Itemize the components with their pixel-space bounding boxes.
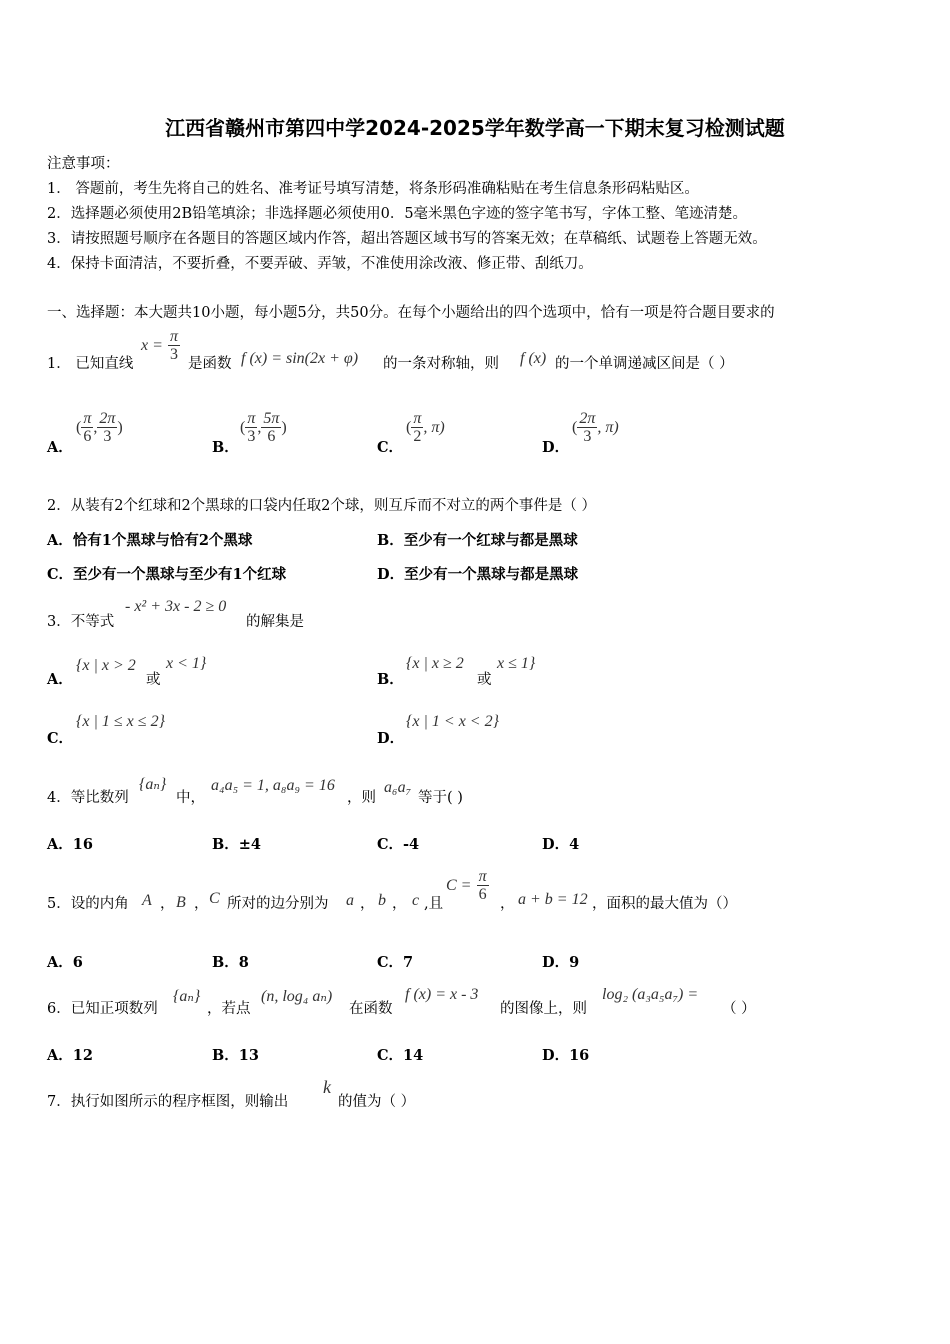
q4-text-2: 中， xyxy=(176,790,205,806)
q6-text-5: （ ） xyxy=(722,1001,756,1017)
question-3-stem: 3．不等式 xyxy=(47,614,115,630)
comma: ， xyxy=(194,896,209,912)
q4-option-b[interactable]: B．±4 xyxy=(212,836,261,853)
q3-text-2: 的解集是 xyxy=(246,614,304,630)
q6-point: (n, log₄ aₙ) xyxy=(261,988,333,1005)
option-label: A． xyxy=(47,439,73,456)
page-title: 江西省赣州市第四中学2024-2025学年数学高一下期末复习检测试题 xyxy=(165,116,785,140)
q5-text-2: 所对的边分别为 xyxy=(227,896,329,912)
q6-sequence: {aₙ} xyxy=(173,988,201,1005)
q6-option-b[interactable]: B．13 xyxy=(212,1047,259,1064)
q4-text-4: 等于( ) xyxy=(418,790,463,806)
q1-line-equation xyxy=(141,328,180,363)
q5-option-d[interactable]: D．9 xyxy=(542,954,580,971)
q6-option-c[interactable]: C．14 xyxy=(377,1047,424,1064)
q5-text-4: ，面积的最大值为（） xyxy=(592,896,737,912)
q1-option-d[interactable]: ( $\frac{2\pi}{3}$ , π) xyxy=(572,410,619,445)
question-6-stem: 6．已知正项数列 xyxy=(47,1001,158,1017)
question-4-stem: 4．等比数列 xyxy=(47,790,129,806)
q6-text-2: ，若点 xyxy=(207,1001,251,1017)
option-label: C． xyxy=(377,439,404,456)
comma: ， xyxy=(500,896,515,912)
q3-option-a[interactable]: {x | x > 2 xyxy=(76,657,136,674)
option-label: A． xyxy=(47,671,73,688)
question-5-stem: 5．设的内角 xyxy=(47,896,129,912)
q4-text-3: ，则 xyxy=(347,790,376,806)
comma: ， xyxy=(392,896,407,912)
note-item: 1． 答题前，考生先将自己的姓名、准考证号填写清楚，将条形码准确粘贴在考生信息条形码粘贴区。 xyxy=(47,181,699,197)
note-item: 2．选择题必须使用2B铅笔填涂；非选择题必须使用0．5毫米黑色字迹的签字笔书写，字体工整、笔迹清楚。 xyxy=(47,206,748,222)
question-number: 1． xyxy=(47,356,71,372)
q4-target: a₆a₇ xyxy=(384,779,412,796)
q3-option-c[interactable]: {x | 1 ≤ x ≤ 2} xyxy=(76,713,165,730)
q4-option-a[interactable]: A．16 xyxy=(47,836,93,853)
q5-option-a[interactable]: A．6 xyxy=(47,954,83,971)
q6-expression: log₂ (a₃a₅a₇) = xyxy=(602,986,699,1003)
q6-option-a[interactable]: A．12 xyxy=(47,1047,93,1064)
question-2-stem: 2．从装有2个红球和2个黑球的口袋内任取2个球，则互斥而不对立的两个事件是（ ） xyxy=(47,498,597,514)
q5-var-c: c xyxy=(412,892,420,909)
q3-option-b[interactable]: {x | x ≥ 2 xyxy=(406,655,464,672)
q5-var-A: A xyxy=(142,892,152,909)
note-item: 4．保持卡面清洁，不要折叠，不要弄破、弄皱，不准使用涂改液、修正带、刮纸刀。 xyxy=(47,256,593,272)
q5-var-b: b xyxy=(378,892,386,909)
q5-var-C: C xyxy=(209,890,220,907)
question-1-stem xyxy=(47,352,133,373)
q5-option-b[interactable]: B．8 xyxy=(212,954,249,971)
q1-option-c[interactable]: ( $\frac{\pi}{2}$ , π) xyxy=(406,410,445,445)
q5-var-a: a xyxy=(346,892,354,909)
or-text: 或 xyxy=(146,672,161,688)
q1-text-3: 的一条对称轴，则 xyxy=(383,356,499,372)
q2-option-a[interactable]: A．恰有1个黑球与恰有2个黑球 xyxy=(47,532,253,549)
option-label: B． xyxy=(212,439,239,456)
option-label: C． xyxy=(47,730,74,747)
section-heading: 一、选择题：本大题共10小题，每小题5分，共50分。在每个小题给出的四个选项中，恰有一项是符合题目要求的 xyxy=(47,305,775,321)
q4-option-c[interactable]: C．-4 xyxy=(377,836,420,853)
q4-condition: a₄a₅ = 1, a₈a₉ = 16 xyxy=(211,777,335,794)
q7-text-2: 的值为（ ） xyxy=(338,1094,416,1110)
question-7-stem: 7．执行如图所示的程序框图，则输出 xyxy=(47,1094,289,1110)
q6-function: f (x) = x - 3 xyxy=(405,986,479,1003)
or-text: 或 xyxy=(477,672,492,688)
q1-option-a[interactable]: ( $\frac{\pi}{6}$ , $\frac{2\pi}{3}$ ) xyxy=(76,410,123,445)
q5-angle-c: C = $\frac{\pi}{6}$ xyxy=(446,868,487,903)
q1-text-2: 是函数 xyxy=(188,356,232,372)
stem-text: 已知直线 xyxy=(75,356,134,372)
q3-inequality: - x² + 3x - 2 ≥ 0 xyxy=(125,598,227,615)
comma: ， xyxy=(160,896,175,912)
q1-option-b[interactable]: ( $\frac{\pi}{3}$ , $\frac{5\pi}{6}$ ) xyxy=(240,410,287,445)
q3-option-a-part2: x < 1} xyxy=(166,655,207,672)
note-item: 3．请按照题号顺序在各题目的答题区域内作答，超出答题区域书写的答案无效；在草稿纸、试题卷上答题无效。 xyxy=(47,231,767,247)
q4-sequence: {aₙ} xyxy=(139,776,167,793)
q3-option-b-part2: x ≤ 1} xyxy=(497,655,536,672)
q1-fx: f (x) xyxy=(520,350,547,367)
math-x-eq: x = xyxy=(141,337,163,354)
q6-text-3: 在函数 xyxy=(349,1001,393,1017)
q6-option-d[interactable]: D．16 xyxy=(542,1047,590,1064)
option-label: D． xyxy=(377,730,405,747)
q5-var-B: B xyxy=(176,894,186,911)
q2-option-d[interactable]: D．至少有一个黑球与都是黑球 xyxy=(377,566,579,583)
q6-text-4: 的图像上，则 xyxy=(500,1001,587,1017)
q2-option-b[interactable]: B．至少有一个红球与都是黑球 xyxy=(377,532,578,549)
comma: ， xyxy=(360,896,375,912)
q1-function: f (x) = sin(2x + φ) xyxy=(241,350,359,367)
notes-heading: 注意事项： xyxy=(47,156,120,172)
q4-option-d[interactable]: D．4 xyxy=(542,836,580,853)
q5-sum: a + b = 12 xyxy=(518,891,588,908)
q3-option-d[interactable]: {x | 1 < x < 2} xyxy=(406,713,499,730)
q5-text-3: ,且 xyxy=(424,896,444,912)
fraction-pi-3: $\frac{\pi}{3}$ xyxy=(170,328,179,363)
option-label: B． xyxy=(377,671,404,688)
option-label: D． xyxy=(542,439,570,456)
q2-option-c[interactable]: C．至少有一个黑球与至少有1个红球 xyxy=(47,566,287,583)
q7-var-k: k xyxy=(323,1077,331,1097)
q5-option-c[interactable]: C．7 xyxy=(377,954,414,971)
q1-text-4: 的一个单调递减区间是（ ） xyxy=(555,356,734,372)
